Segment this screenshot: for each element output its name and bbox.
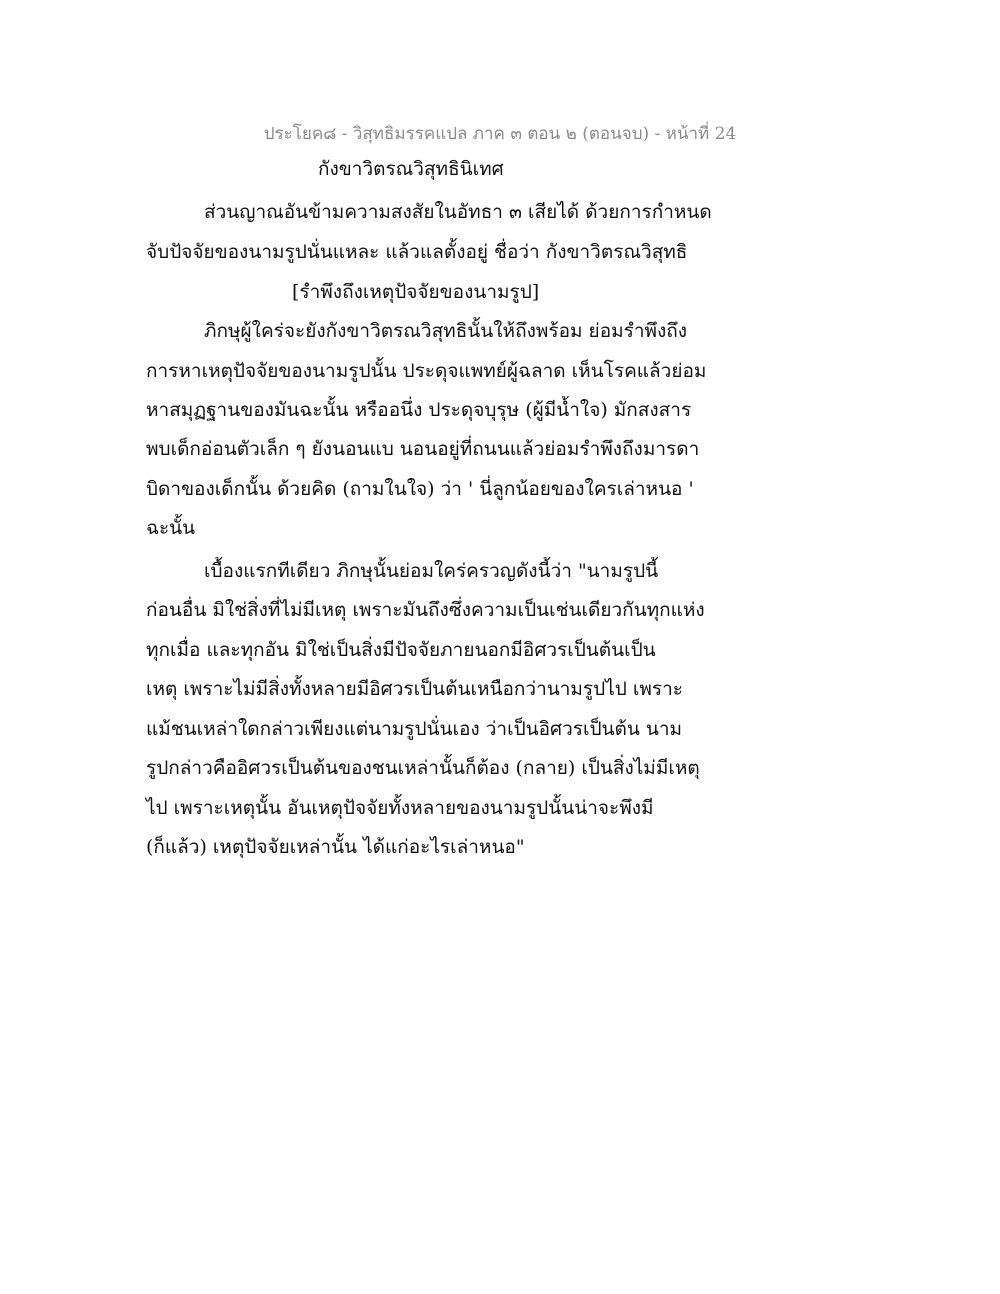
paragraph-3-line-6: รูปกล่าวคืออิศวรเป็นต้นของชนเหล่านั้นก็ต้อง (กลาย) เป็นสิ่งไม่มีเหตุ [146,757,700,779]
section-title: กังขาวิตรณวิสุทธินิเทศ [318,158,504,180]
paragraph-3-line-4: เหตุ เพราะไม่มีสิ่งทั้งหลายมีอิศวรเป็นต้นเหนือกว่านามรูปไป เพราะ [146,678,683,700]
subheading: [รำพึงถึงเหตุปัจจัยของนามรูป] [292,281,540,303]
paragraph-3-line-2: ก่อนอื่น มิใช่สิ่งที่ไม่มีเหตุ เพราะมันถึงซึ่งความเป็นเช่นเดียวกันทุกแห่ง [146,599,705,621]
paragraph-2-line-1: ภิกษุผู้ใคร่จะยังกังขาวิตรณวิสุทธินั้นให้ถึงพร้อม ย่อมรำพึงถึง [204,320,688,342]
paragraph-2-line-5: บิดาของเด็กนั้น ด้วยคิด (ถามในใจ) ว่า ' นี่ลูกน้อยของใครเล่าหนอ ' [146,478,694,500]
paragraph-3-line-8: (ก็แล้ว) เหตุปัจจัยเหล่านั้น ได้แก่อะไรเล่าหนอ" [146,836,525,858]
paragraph-2-line-3: หาสมุฏฐานของมันฉะนั้น หรืออนึ่ง ประดุจบุรุษ (ผู้มีน้ำใจ) มักสงสาร [146,399,692,421]
paragraph-3-line-1: เบื้องแรกทีเดียว ภิกษุนั้นย่อมใคร่ครวญดังนี้ว่า "นามรูปนี้ [204,560,659,582]
paragraph-3-line-7: ไป เพราะเหตุนั้น อันเหตุปัจจัยทั้งหลายของนามรูปนั้นน่าจะพึงมี [146,797,654,819]
paragraph-2-line-6: ฉะนั้น [146,517,196,539]
paragraph-1-line-1: ส่วนญาณอันข้ามความสงสัยในอัทธา ๓ เสียได้ ด้วยการกำหนด [204,201,712,223]
paragraph-3-line-5: แม้ชนเหล่าใดกล่าวเพียงแต่นามรูปนั่นเอง ว่าเป็นอิศวรเป็นต้น นาม [146,718,683,740]
paragraph-2-line-4: พบเด็กอ่อนตัวเล็ก ๆ ยังนอนแบ นอนอยู่ที่ถนนแล้วย่อมรำพึงถึงมารดา [146,438,700,460]
running-header: ประโยค๘ - วิสุทธิมรรคแปล ภาค ๓ ตอน ๒ (ตอนจบ) - หน้าที่ 24 [263,124,737,144]
paragraph-3-line-3: ทุกเมื่อ และทุกอัน มิใช่เป็นสิ่งมีปัจจัยภายนอกมีอิศวรเป็นต้นเป็น [146,639,656,661]
paragraph-2-line-2: การหาเหตุปัจจัยของนามรูปนั้น ประดุจแพทย์ผู้ฉลาด เห็นโรคแล้วย่อม [146,360,707,382]
paragraph-1-line-2: จับปัจจัยของนามรูปนั่นแหละ แล้วแลตั้งอยู่ ชื่อว่า กังขาวิตรณวิสุทธิ [146,241,688,263]
